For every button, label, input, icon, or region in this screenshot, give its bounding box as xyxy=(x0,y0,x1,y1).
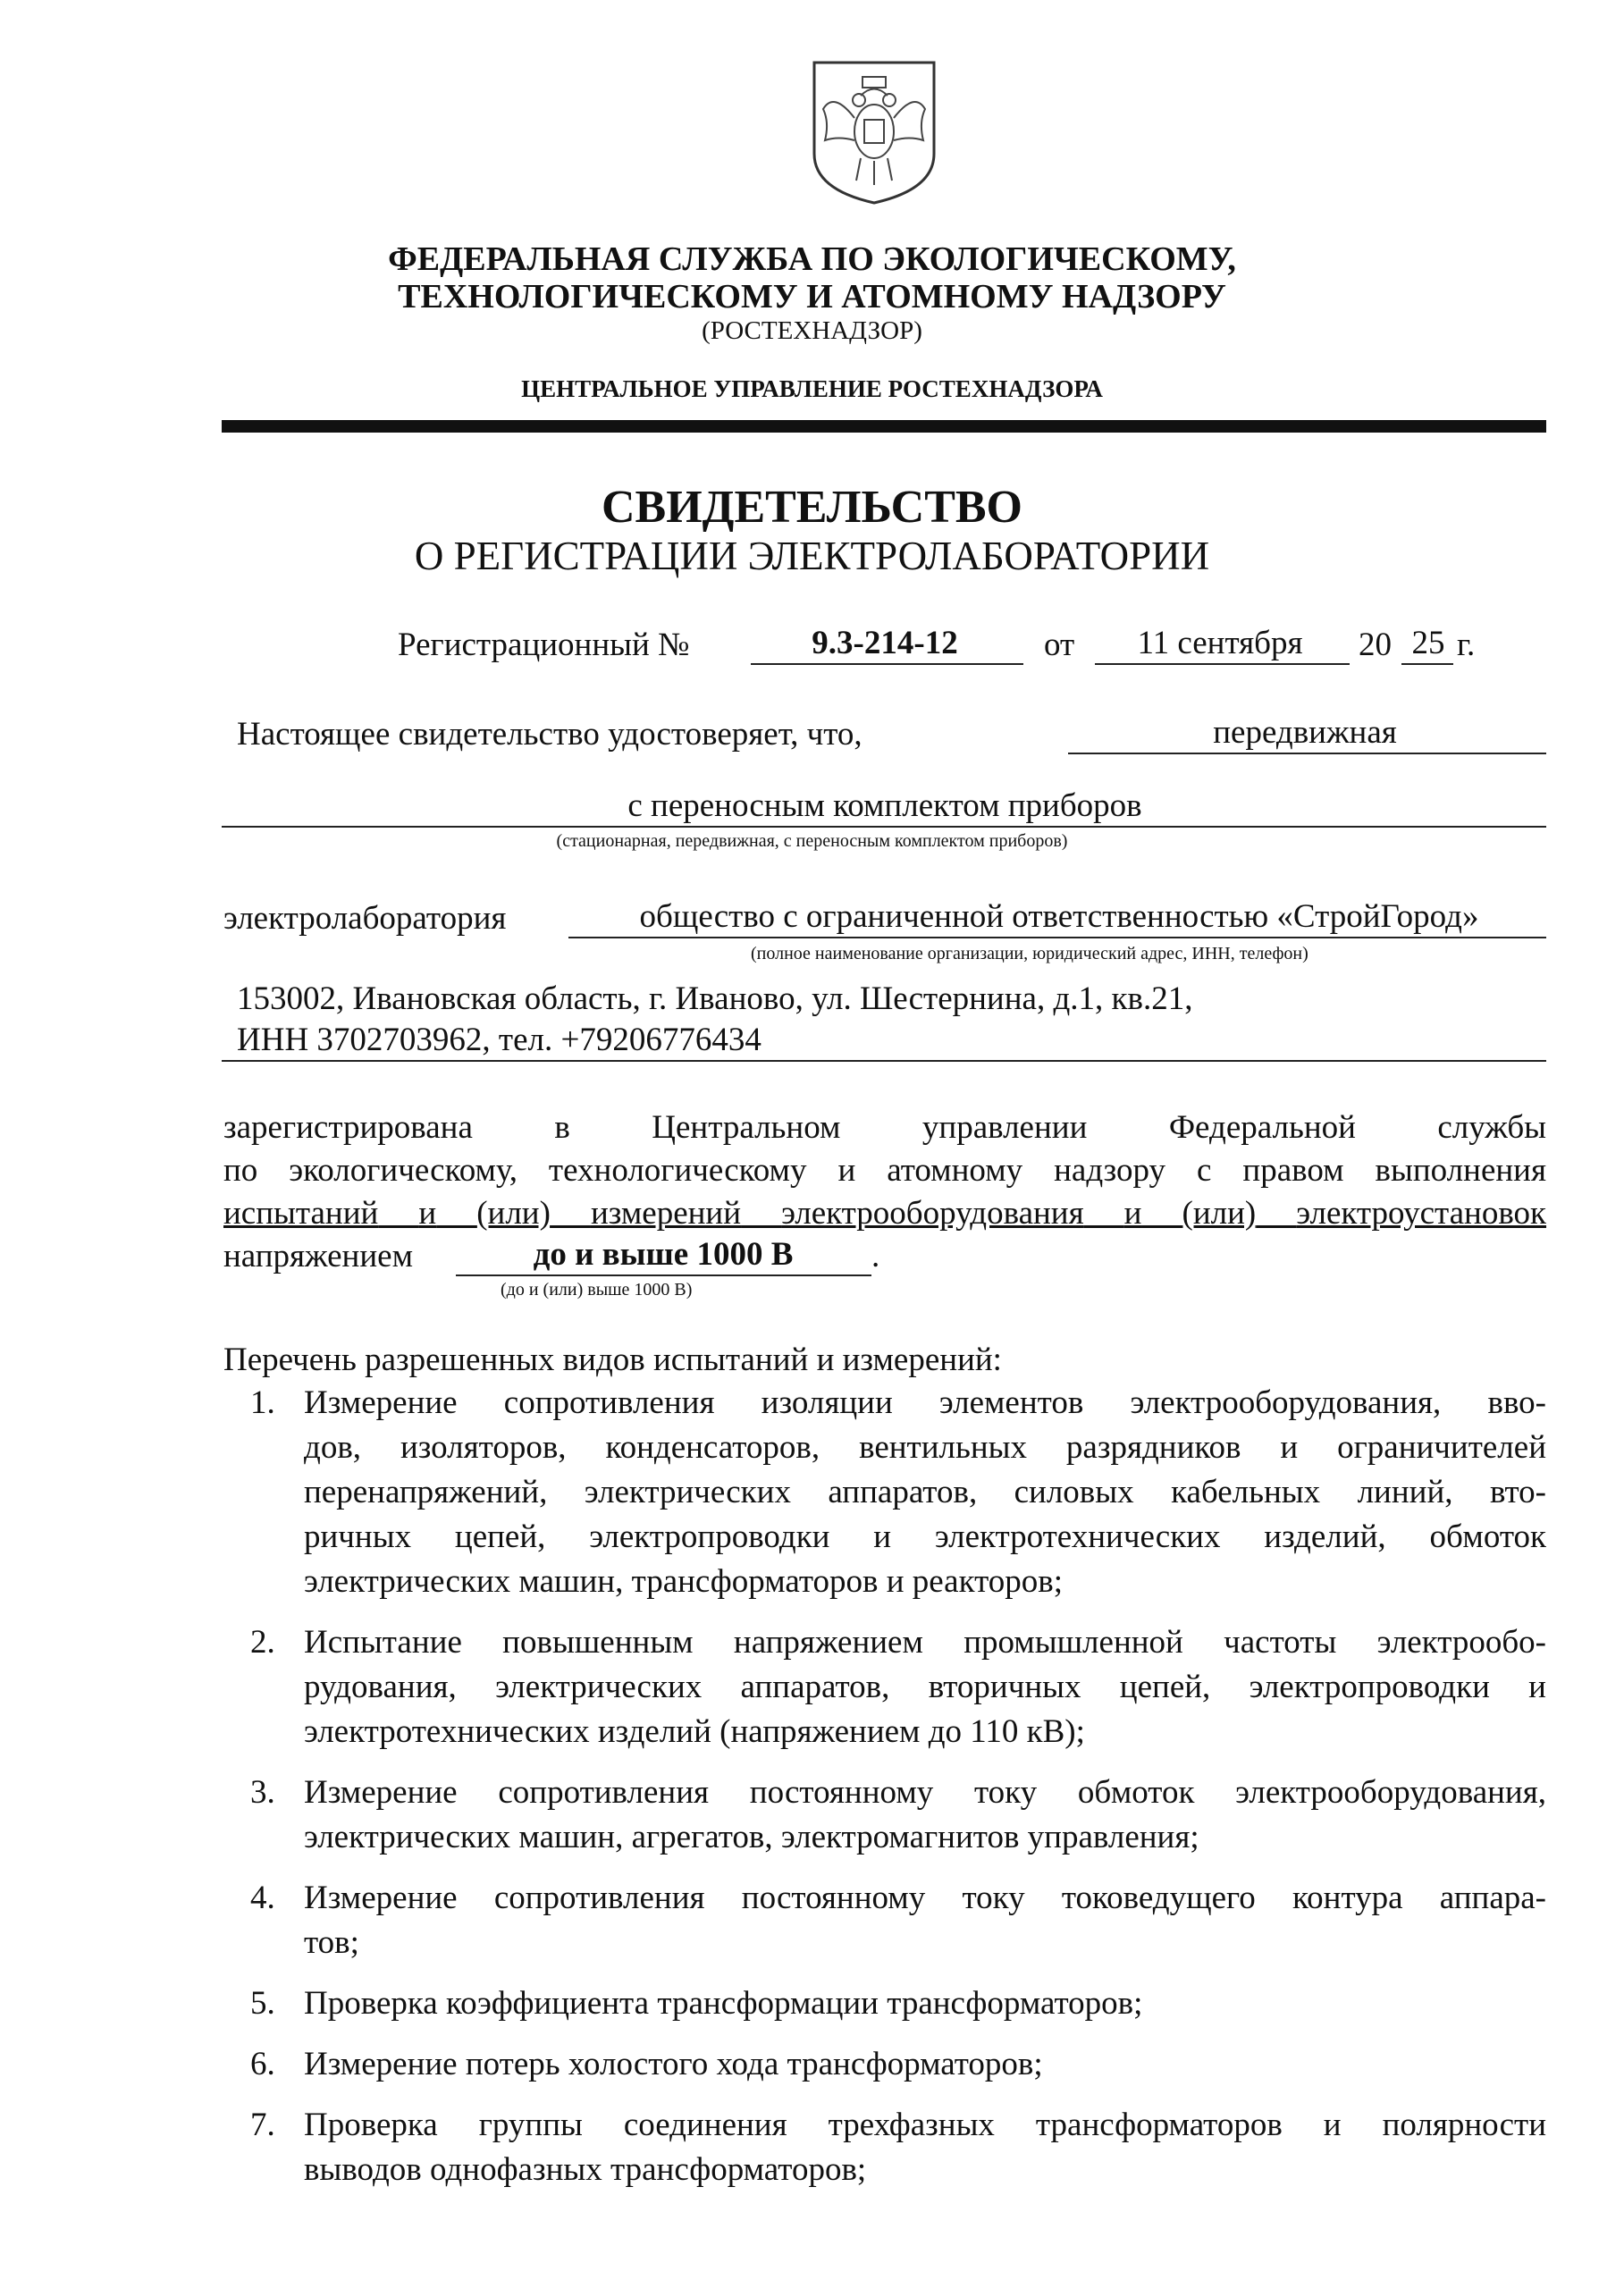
department-name: ЦЕНТРАЛЬНОЕ УПРАВЛЕНИЕ РОСТЕХНАДЗОРА xyxy=(521,375,1103,402)
registered-word: управлении xyxy=(921,1109,1088,1146)
lab-type-underline-1 xyxy=(1068,753,1546,754)
list-item-line: Проверка группы соединения трехфазных трансформаторов и полярности xyxy=(304,2107,1546,2143)
lab-type-value-2: с переносным комплектом приборов xyxy=(627,787,1142,824)
registered-word: испытаний xyxy=(223,1195,379,1232)
voltage-label: напряжением xyxy=(223,1238,413,1274)
list-item-line: электротехнических изделий (напряжением до 110 кВ); xyxy=(304,1713,1085,1750)
registered-text-line-2: по экологическому, технологическому и атомному надзору с правом выполнения xyxy=(223,1152,1546,1189)
list-item-line: Проверка коэффициента трансформации трансформаторов; xyxy=(304,1985,1143,2022)
list-item-line: перенапряжений, электрических аппаратов, силовых кабельных линий, вто- xyxy=(304,1474,1546,1510)
list-item-number: 3. xyxy=(250,1774,275,1811)
lab-type-underline-2 xyxy=(222,826,1546,828)
registered-word: (или) xyxy=(1182,1195,1257,1232)
list-item-number: 5. xyxy=(250,1985,275,2022)
list-item-number: 2. xyxy=(250,1624,275,1661)
list-item-number: 6. xyxy=(250,2046,275,2082)
list-item-line: электрических машин, агрегатов, электромагнитов управления; xyxy=(304,1819,1199,1855)
agency-short-name: (РОСТЕХНАДЗОР) xyxy=(702,316,922,345)
list-item-number: 1. xyxy=(250,1384,275,1421)
list-item-line: рудования, электрических аппаратов, вторичных цепей, электропроводки и xyxy=(304,1669,1546,1705)
registered-word: Центральном xyxy=(652,1109,841,1146)
registered-word: службы xyxy=(1437,1109,1547,1146)
year-suffix: 25 xyxy=(1411,625,1445,661)
list-item-line: ричных цепей, электропроводки и электротехнических изделий, обмоток xyxy=(304,1518,1546,1555)
from-label: от xyxy=(1044,627,1075,663)
organization-underline xyxy=(568,937,1546,938)
year-unit: г. xyxy=(1457,627,1476,663)
address-underline xyxy=(222,1060,1546,1062)
registered-word: зарегистрирована xyxy=(223,1109,473,1146)
certificate-intro: Настоящее свидетельство удостоверяет, что, xyxy=(237,716,862,753)
list-item-line: Измерение потерь холостого хода трансформаторов; xyxy=(304,2046,1043,2082)
registered-word: и xyxy=(418,1195,437,1232)
registered-word: электрооборудования xyxy=(781,1195,1084,1232)
list-item-line: выводов однофазных трансформаторов; xyxy=(304,2151,867,2188)
registered-word: измерений xyxy=(590,1195,742,1232)
voltage-value: до и выше 1000 В xyxy=(533,1236,794,1273)
agency-line-1: ФЕДЕРАЛЬНАЯ СЛУЖБА ПО ЭКОЛОГИЧЕСКОМУ, xyxy=(388,240,1236,278)
registered-text-line-3 xyxy=(223,1194,1546,1232)
registration-number: 9.3-214-12 xyxy=(812,625,958,661)
list-item-line: электрических машин, трансформаторов и реакторов; xyxy=(304,1563,1064,1600)
list-item-line: тов; xyxy=(304,1924,359,1961)
list-item-line: Измерение сопротивления изоляции элементов электрооборудования, вво- xyxy=(304,1384,1546,1421)
registration-date: 11 сентября xyxy=(1137,625,1303,661)
year-prefix: 20 xyxy=(1359,627,1392,663)
header-divider xyxy=(222,420,1546,433)
registered-word: в xyxy=(554,1109,570,1146)
registered-text-line-1 xyxy=(223,1108,1546,1147)
registered-word: (или) xyxy=(476,1195,551,1232)
list-heading: Перечень разрешенных видов испытаний и измерений: xyxy=(223,1342,1002,1378)
lab-type-value-1: передвижная xyxy=(1213,714,1397,751)
list-item-line: Измерение сопротивления постоянному току обмоток электрооборудования, xyxy=(304,1774,1546,1811)
document-subtitle: О РЕГИСТРАЦИИ ЭЛЕКТРОЛАБОРАТОРИИ xyxy=(414,534,1210,578)
registration-number-underline xyxy=(751,663,1023,665)
list-item-line: Измерение сопротивления постоянному току токоведущего контура аппара- xyxy=(304,1880,1546,1916)
document-title: СВИДЕТЕЛЬСТВО xyxy=(601,482,1023,533)
lab-label: электролаборатория xyxy=(223,900,507,937)
voltage-end: . xyxy=(871,1238,880,1274)
registered-word: и xyxy=(1123,1195,1142,1232)
organization-address: 153002, Ивановская область, г. Иваново, ул. Шестернина, д.1, кв.21, xyxy=(237,980,1193,1017)
agency-line-2: ТЕХНОЛОГИЧЕСКОМУ И АТОМНОМУ НАДЗОРУ xyxy=(398,278,1226,315)
registration-date-underline xyxy=(1095,663,1350,665)
registration-label: Регистрационный № xyxy=(398,627,690,663)
list-item-line: Испытание повышенным напряжением промышленной частоты электрообо- xyxy=(304,1624,1546,1661)
lab-type-caption: (стационарная, передвижная, с переносным комплектом приборов) xyxy=(556,831,1068,851)
organization-name: общество с ограниченной ответственностью «СтройГород» xyxy=(639,898,1479,935)
organization-inn-phone: ИНН 3702703962, тел. +79206776434 xyxy=(237,1022,762,1058)
voltage-underline xyxy=(456,1274,871,1276)
registered-word: электроустановок xyxy=(1296,1195,1547,1232)
registered-word: Федеральной xyxy=(1168,1109,1356,1146)
year-suffix-underline xyxy=(1401,663,1453,665)
list-item-line: дов, изоляторов, конденсаторов, вентильных разрядников и ограничителей xyxy=(304,1429,1546,1466)
list-item-number: 7. xyxy=(250,2107,275,2143)
russian-coat-of-arms-icon xyxy=(807,55,941,206)
organization-caption: (полное наименование организации, юридический адрес, ИНН, телефон) xyxy=(751,944,1308,963)
voltage-caption: (до и (или) выше 1000 В) xyxy=(501,1280,693,1300)
list-item-number: 4. xyxy=(250,1880,275,1916)
